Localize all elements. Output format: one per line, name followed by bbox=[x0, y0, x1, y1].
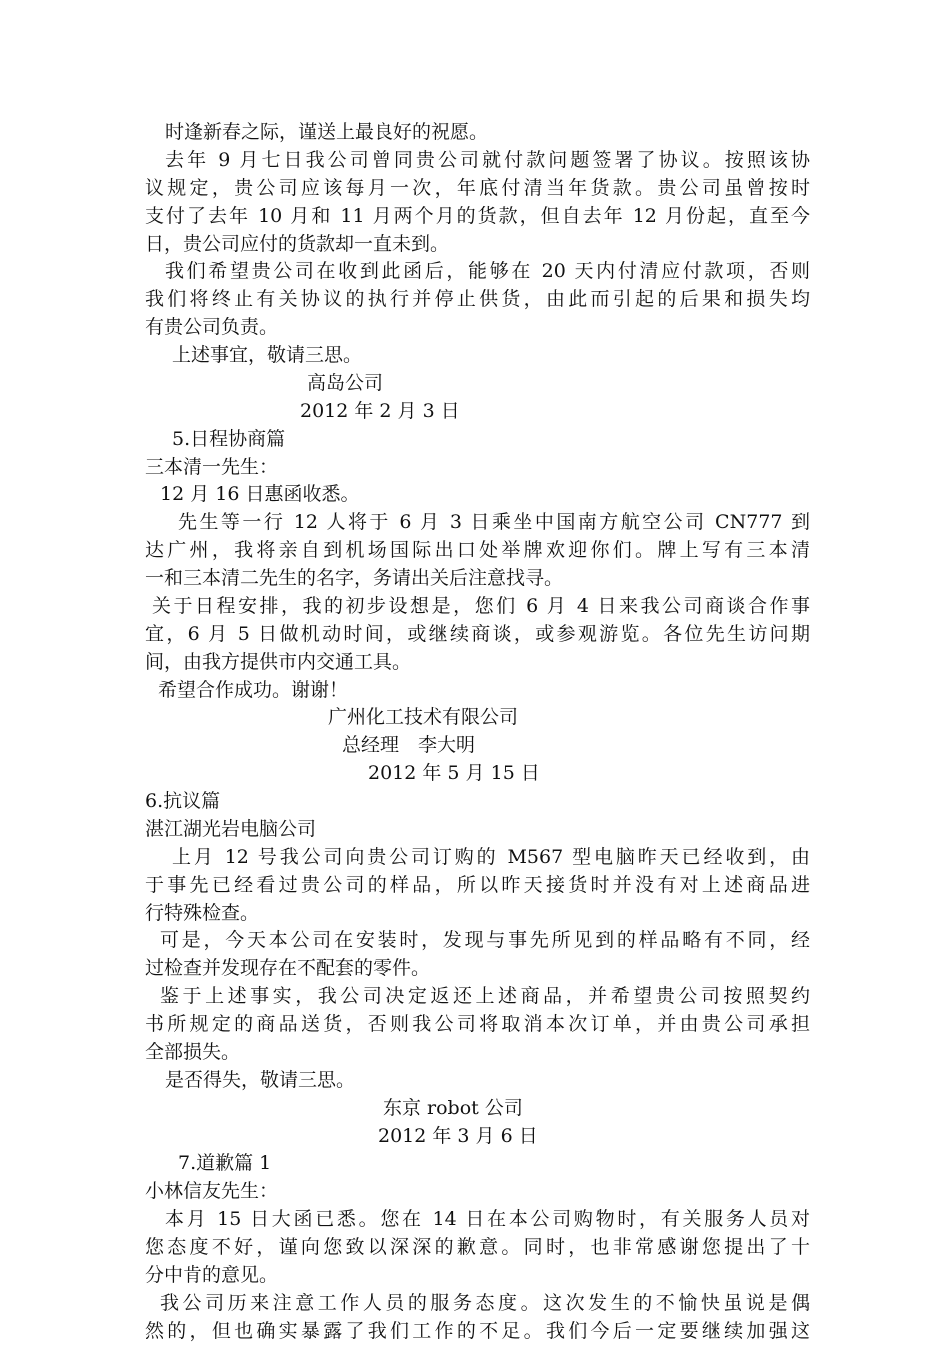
signature-company: 东京 robot 公司 bbox=[383, 1096, 523, 1119]
text-line: 一和三本清二先生的名字，务请出关后注意找寻。 bbox=[145, 567, 564, 589]
text-line: 希望合作成功。谢谢！ bbox=[158, 678, 349, 701]
text-line: 可是，今天本公司在安装时，发现与事先所见到的样品略有不同，经 bbox=[160, 929, 810, 952]
signature-name: 总经理 李大明 bbox=[342, 734, 476, 757]
text-line: 关于日程安排，我的初步设想是，您们 6 月 4 日来我公司商谈合作事 bbox=[152, 594, 810, 617]
text-line: 然的，但也确实暴露了我们工作的不足。我们今后一定要继续加强这 bbox=[145, 1319, 810, 1342]
text-line: 行特殊检查。 bbox=[145, 901, 260, 924]
text-line: 议规定，贵公司应该每月一次，年底付清当年货款。贵公司虽曾按时 bbox=[145, 176, 810, 199]
text-line: 是否得失，敬请三思。 bbox=[165, 1068, 356, 1091]
section-heading: 7.道歉篇 1 bbox=[178, 1152, 272, 1175]
section-heading: 5.日程协商篇 bbox=[172, 427, 286, 450]
section-heading: 6.抗议篇 bbox=[145, 790, 221, 812]
text-line: 有贵公司负责。 bbox=[145, 316, 279, 339]
text-line: 于事先已经看过贵公司的样品，所以昨天接货时并没有对上述商品进 bbox=[145, 873, 810, 896]
text-line: 时逢新春之际，谨送上最良好的祝愿。 bbox=[165, 121, 489, 143]
text-line: 上月 12 号我公司向贵公司订购的 M567 型电脑昨天已经收到，由 bbox=[172, 845, 810, 868]
text-line: 鉴于上述事实，我公司决定返还上述商品，并希望贵公司按照契约 bbox=[160, 985, 810, 1008]
text-line: 本月 15 日大函已悉。您在 14 日在本公司购物时，有关服务人员对 bbox=[165, 1208, 810, 1231]
text-line: 我们将终止有关协议的执行并停止供货，由此而引起的后果和损失均 bbox=[145, 288, 810, 311]
salutation: 三本清一先生： bbox=[145, 455, 279, 478]
text-line: 上述事宜，敬请三思。 bbox=[172, 344, 363, 366]
text-line: 间，由我方提供市内交通工具。 bbox=[145, 650, 412, 673]
signature-company: 高岛公司 bbox=[307, 371, 384, 394]
text-line: 过检查并发现存在不配套的零件。 bbox=[145, 957, 431, 980]
text-line: 书所规定的商品送货，否则我公司将取消本次订单，并由贵公司承担 bbox=[145, 1013, 810, 1036]
text-line: 12 月 16 日惠函收悉。 bbox=[160, 483, 360, 506]
text-line: 我公司历来注意工作人员的服务态度。这次发生的不愉快虽说是偶 bbox=[160, 1291, 810, 1314]
text-line: 支付了去年 10 月和 11 月两个月的货款，但自去年 12 月份起，直至今 bbox=[145, 204, 810, 227]
text-line: 达广州，我将亲自到机场国际出口处举牌欢迎你们。牌上写有三本清 bbox=[145, 539, 810, 562]
text-line: 分中肯的意见。 bbox=[145, 1263, 279, 1286]
text-line: 宜，6 月 5 日做机动时间，或继续商谈，或参观游览。各位先生访问期 bbox=[145, 622, 810, 645]
salutation: 湛江湖光岩电脑公司 bbox=[145, 817, 317, 840]
text-line: 先生等一行 12 人将于 6 月 3 日乘坐中国南方航空公司 CN777 到 bbox=[178, 511, 810, 534]
signature-date: 2012 年 2 月 3 日 bbox=[300, 399, 460, 422]
text-line: 全部损失。 bbox=[145, 1040, 241, 1063]
text-line: 您态度不好，谨向您致以深深的歉意。同时，也非常感谢您提出了十 bbox=[145, 1236, 810, 1259]
signature-date: 2012 年 3 月 6 日 bbox=[378, 1124, 538, 1147]
signature-date: 2012 年 5 月 15 日 bbox=[368, 762, 540, 785]
salutation: 小林信友先生： bbox=[145, 1180, 279, 1203]
signature-company: 广州化工技术有限公司 bbox=[328, 706, 519, 729]
text-line: 去年 9 月七日我公司曾同贵公司就付款问题签署了协议。按照该协 bbox=[165, 148, 810, 171]
text-line: 日，贵公司应付的货款却一直未到。 bbox=[145, 232, 450, 255]
text-line: 我们希望贵公司在收到此函后，能够在 20 天内付清应付款项，否则 bbox=[165, 260, 810, 283]
